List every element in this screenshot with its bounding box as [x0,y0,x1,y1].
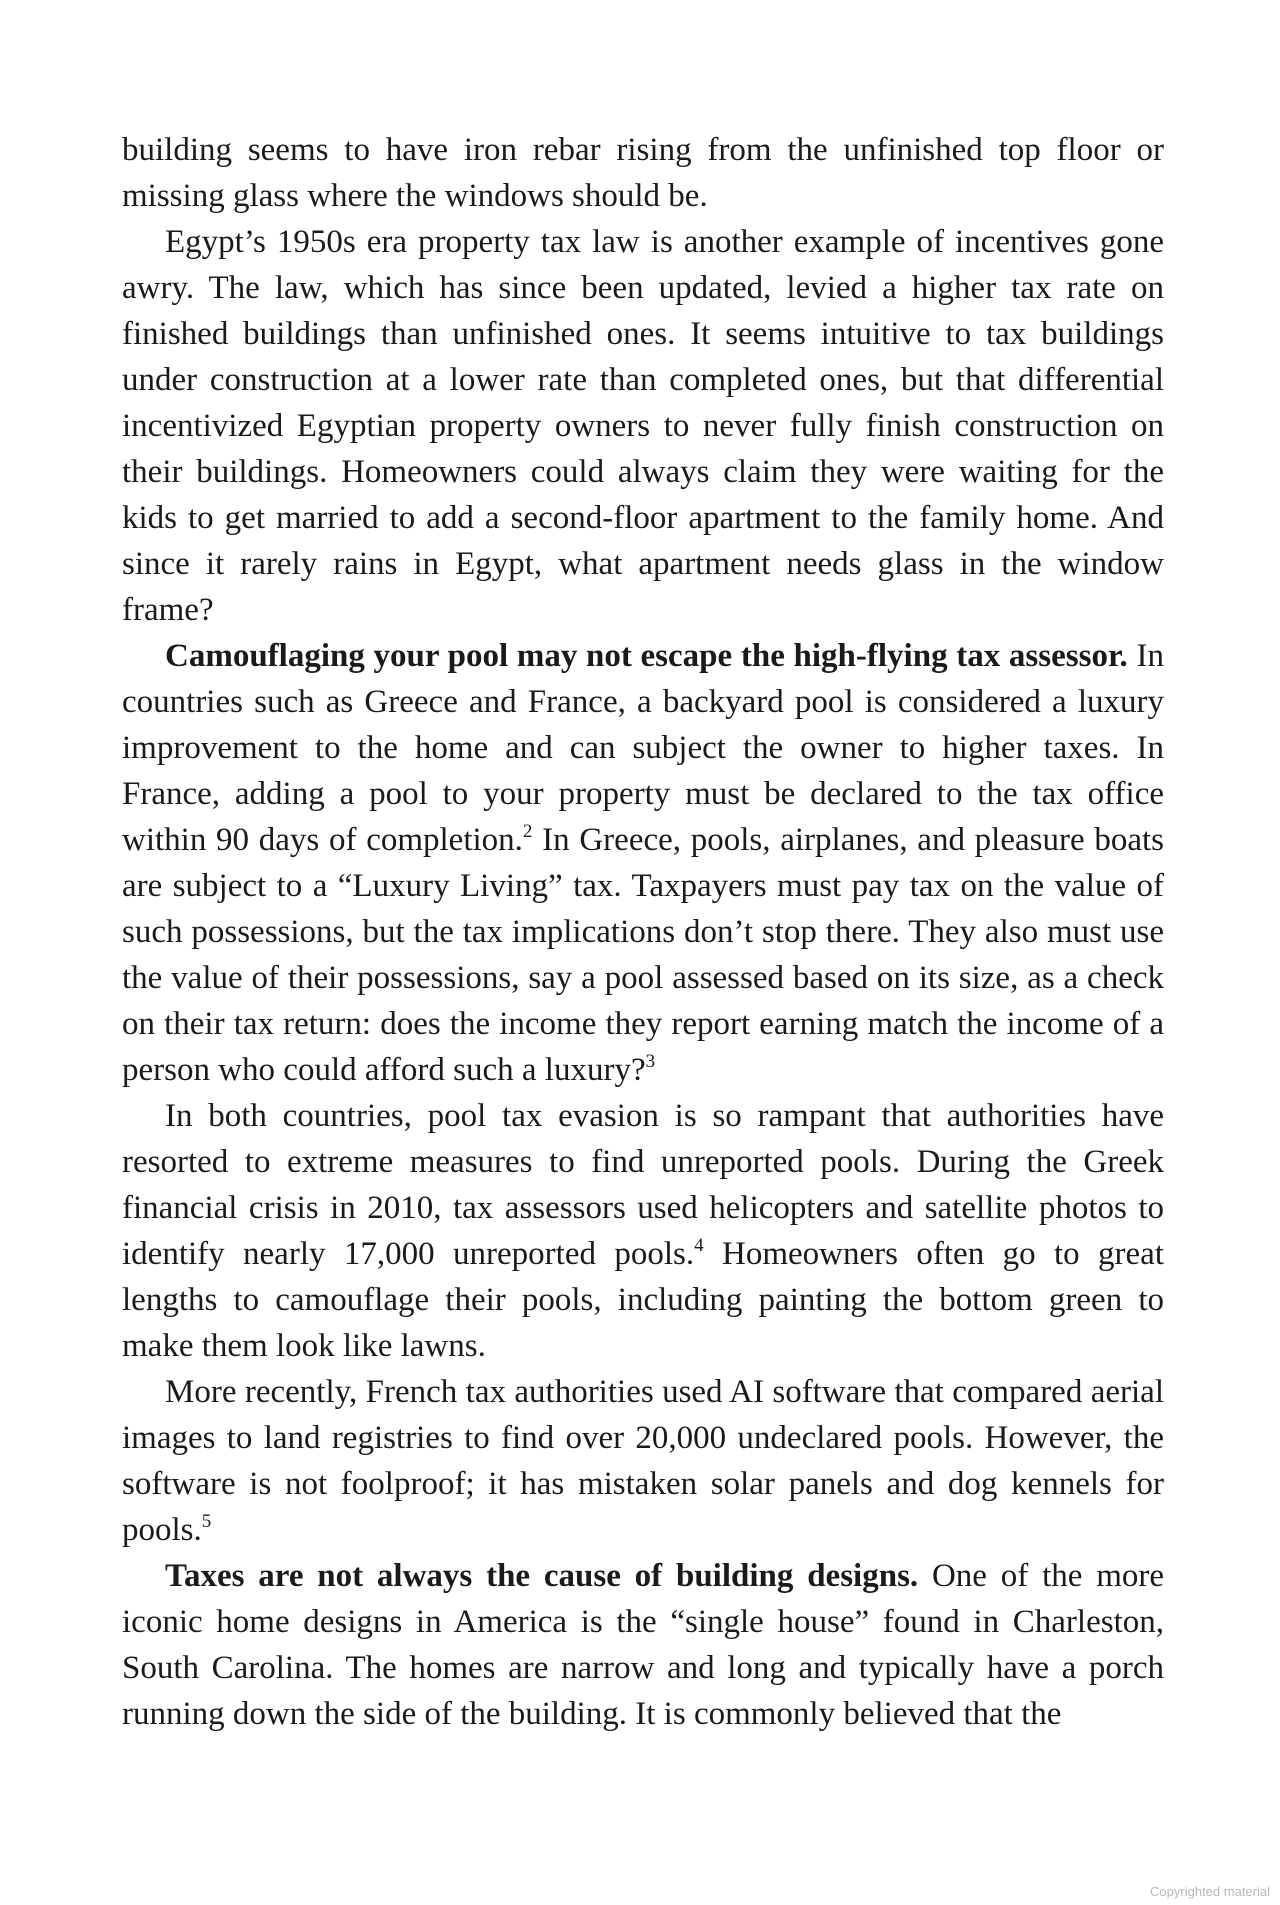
paragraph [122,127,1164,219]
paragraph-text: building seems to have iron rebar rising from the unfinished top floor or missing glass where the windows should be. [122,132,1164,214]
paragraph-text: Egypt’s 1950s era property tax law is another example of incentives gone awry. The law, which has since been updated, levied a higher tax rate on finished buildings than unfinished ones. It seems intuitive to tax buildings under construction at a lower rate than completed ones, but that differential incentivized Egyptian property owners to never fully finish construction on their buildings. Homeowners could always claim they were waiting for the kids to get married to add a second-floor apartment to the family home. And since it rarely rains in Egypt, what apartment needs glass in the window frame? [122,224,1164,628]
run-in-heading: Camouflaging your pool may not escape the high-flying tax assessor. [165,638,1128,674]
paragraph-text: In both countries, pool tax evasion is so rampant that authorities have resorted to extreme measures to find unreported pools. During the Greek financial crisis in 2010, tax assessors used helicopters and satellite photos to identify nearly 17,000 unreported pools. [122,1098,1164,1272]
paragraph-text: In Greece, pools, airplanes, and pleasure boats are subject to a “Luxury Living” tax. Taxpayers must pay tax on the value of such possessions, but the tax implications don’t stop there. They also must use the value of their possessions, say a pool assessed based on its size, as a check on their tax return: does the income they report earning match the income of a person who could afford such a luxury? [122,822,1164,1088]
footnote-marker[interactable]: 5 [201,1511,212,1532]
copyright-watermark: Copyrighted material [1150,1884,1270,1899]
paragraph [122,219,1164,633]
paragraph [122,633,1164,1093]
footnote-marker[interactable]: 4 [694,1235,704,1256]
paragraph-text: In countries such as Greece and France, a backyard pool is considered a luxury improvement to the home and can subject the owner to higher taxes. In France, adding a pool to your property must be declared to the tax office within 90 days of completion. [122,638,1164,858]
footnote-marker[interactable]: 2 [522,821,533,842]
paragraph-text: Homeowners often go to great lengths to camouflage their pools, including painting the bottom green to make them look like lawns. [122,1236,1165,1364]
footnote-marker[interactable]: 3 [645,1051,656,1072]
paragraph-text: More recently, French tax authorities used AI software that compared aerial images to land registries to find over 20,000 undeclared pools. However, the software is not foolproof; it has mistaken solar panels and dog kennels for pools. [122,1374,1164,1548]
paragraph-text: One of the more iconic home designs in America is the “single house” found in Charleston, South Carolina. The homes are narrow and long and typically have a porch running down the side of the building. It is commonly believed that the [122,1558,1164,1732]
paragraph [122,1369,1164,1553]
page-body [122,127,1164,1737]
run-in-heading: Taxes are not always the cause of building designs. [165,1558,919,1594]
paragraph [122,1093,1164,1369]
paragraph [122,1553,1164,1737]
